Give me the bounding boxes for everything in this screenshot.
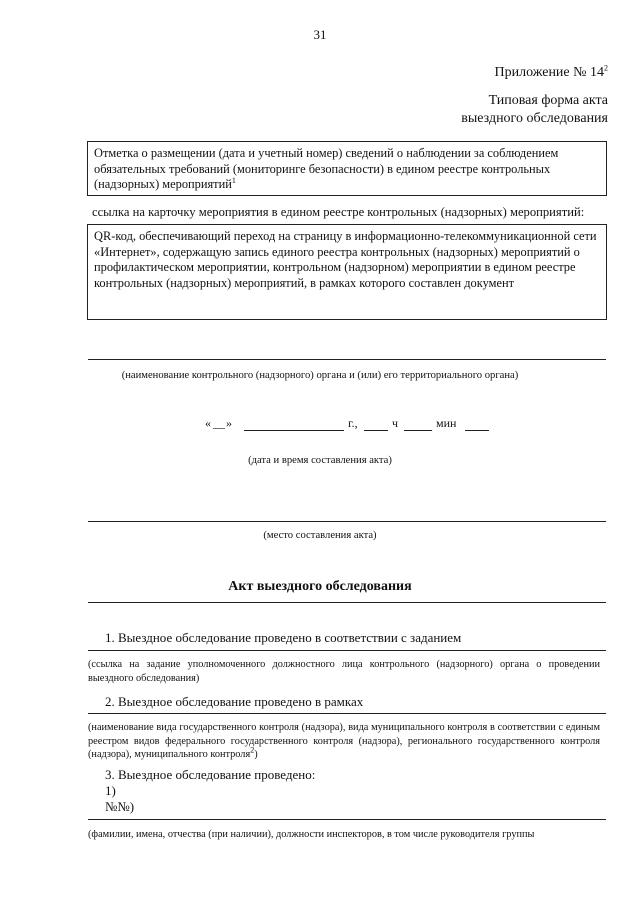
section2-caption xyxy=(88,721,600,762)
section3-text: 3. Выездное обследование проведено: xyxy=(105,767,316,782)
section2-text: 2. Выездное обследование проведено в рамках xyxy=(105,694,364,709)
date-open-quote: « xyxy=(205,416,211,430)
authority-line xyxy=(88,359,606,360)
form-title-line1: Типовая форма акта xyxy=(488,93,608,108)
qr-code-box: QR-код, обеспечивающий переход на страницу в информационно-телекоммуникационной сети «Интернет», содержащую запись единого реестра контрольных (надзорных) мероприятий о профилактическом мероприятии, контрольном (надзорном) мероприятии в едином реестре контрольных (надзорных) мероприятий, в рамках которого составлен документ xyxy=(87,224,607,320)
date-month-blank[interactable] xyxy=(244,430,344,431)
time-hour-blank[interactable] xyxy=(364,430,388,431)
appendix-label xyxy=(495,64,609,81)
date-close-quote: » xyxy=(226,416,232,430)
place-line xyxy=(88,521,606,522)
date-day-blank: __ xyxy=(213,416,225,430)
registry-mark-box xyxy=(87,141,607,196)
section1-caption: (ссылка на задание уполномоченного должностного лица контрольного (надзорного) органа о проведении выездного обследования) xyxy=(88,659,600,684)
footnote-mark: 1 xyxy=(231,175,236,185)
section2-line xyxy=(88,713,606,714)
section3-line xyxy=(88,819,606,820)
section2-caption-end: ) xyxy=(254,749,258,760)
time-minute-suffix: мин xyxy=(436,416,457,430)
appendix-text: Приложение № 14 xyxy=(494,65,604,80)
footnote-mark: 2 xyxy=(250,745,255,755)
time-minute-blank[interactable] xyxy=(404,430,432,431)
section1-text: 1. Выездное обследование проведено в соответствии с заданием xyxy=(105,630,462,645)
act-title: Акт выездного обследования xyxy=(228,579,412,594)
section3-caption: (фамилии, имена, отчества (при наличии), должности инспекторов, в том числе руководителя группы xyxy=(88,829,535,840)
authority-caption: (наименование контрольного (надзорного) органа и (или) его территориального органа) xyxy=(121,370,519,381)
section2-caption-text: (наименование вида государственного контроля (надзора), вида муниципального контроля в соответствии с единым реестром видов федерального государственного контроля (надзора), регионального государственного контроля (надзора), муниципального контроля xyxy=(88,722,600,760)
time-trailing-blank[interactable] xyxy=(465,430,489,431)
date-caption: (дата и время составления акта) xyxy=(248,455,392,466)
time-hour-suffix: ч xyxy=(392,416,399,430)
place-caption: (место составления акта) xyxy=(263,530,377,541)
page-number: 31 xyxy=(313,27,327,42)
registry-mark-text: Отметка о размещении (дата и учетный номер) сведений о наблюдении за соблюдением обязательных требований (мониторинге безопасности) в едином реестре контрольных (надзорных) мероприятий xyxy=(94,146,559,191)
footnote-mark: 2 xyxy=(604,63,608,73)
section1-line xyxy=(88,650,606,651)
date-year-suffix: г., xyxy=(348,416,358,430)
section3-item2: №№) xyxy=(105,799,135,814)
form-title-line2: выездного обследования xyxy=(461,111,608,126)
registry-link-label: ссылка на карточку мероприятия в едином реестре контрольных (надзорных) мероприятий: xyxy=(92,205,585,219)
section3-item1: 1) xyxy=(105,783,116,798)
act-title-underline xyxy=(88,602,606,603)
